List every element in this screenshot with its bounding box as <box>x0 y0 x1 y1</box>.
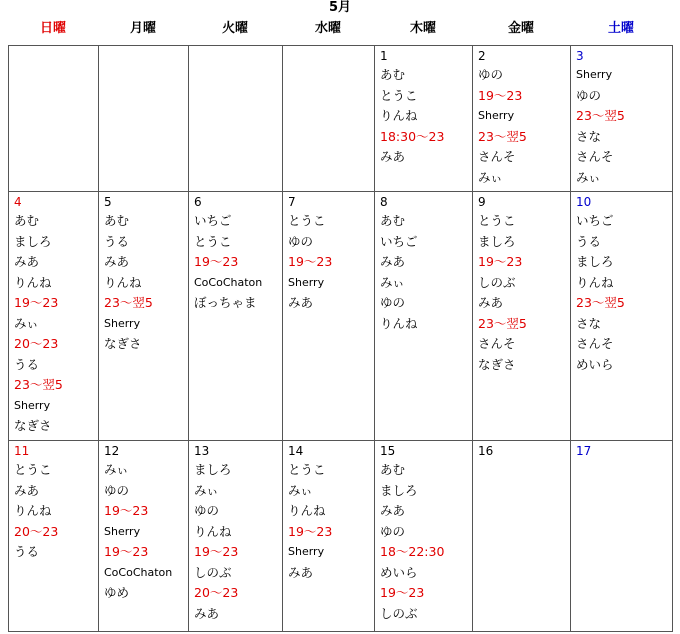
staff-name: さんそ <box>576 336 614 351</box>
time-slot: 19〜23 <box>104 544 149 559</box>
staff-name: ゆの <box>576 87 602 103</box>
time-slot: 23〜翌5 <box>478 128 527 144</box>
day-number: 5 <box>104 195 112 209</box>
time-slot: 19〜23 <box>194 544 239 559</box>
calendar-day-cell <box>375 441 473 632</box>
calendar-day-cell <box>571 441 673 632</box>
staff-name: みぃ <box>478 169 503 185</box>
staff-name: さんそ <box>478 149 516 164</box>
time-slot: 23〜翌5 <box>14 377 63 392</box>
staff-name: Sherry <box>14 398 51 412</box>
calendar-grid <box>8 45 673 632</box>
staff-name: みぃ <box>576 169 601 185</box>
staff-name: いちご <box>194 213 232 228</box>
staff-name: みあ <box>380 254 406 269</box>
staff-name: ゆの <box>478 67 504 82</box>
staff-name: あむ <box>14 213 40 228</box>
staff-name: みぃ <box>380 274 405 290</box>
time-slot: 19〜23 <box>288 254 333 269</box>
calendar-day-cell <box>99 192 189 441</box>
staff-name: しのぶ <box>380 605 418 621</box>
staff-name: なぎさ <box>478 356 516 372</box>
staff-name: うる <box>14 544 40 559</box>
staff-name: ゆの <box>104 482 130 498</box>
staff-name: みあ <box>14 482 40 498</box>
weekday-tuesday: 火曜 <box>221 21 248 36</box>
time-slot: 19〜23 <box>104 503 149 518</box>
staff-name: りんね <box>14 274 52 290</box>
time-slot: 23〜翌5 <box>104 295 153 310</box>
weekday-header-row <box>8 20 672 40</box>
staff-name: なぎさ <box>104 336 142 351</box>
staff-name: とうこ <box>288 213 326 228</box>
calendar-day-cell <box>375 192 473 441</box>
staff-name: りんね <box>576 274 614 290</box>
day-number: 6 <box>194 195 202 209</box>
staff-name: りんね <box>380 108 418 123</box>
staff-name: りんね <box>194 523 232 539</box>
staff-name: Sherry <box>288 545 325 558</box>
day-number: 4 <box>14 195 22 209</box>
staff-name: Sherry <box>288 275 325 289</box>
staff-name: CoCoChaton <box>194 275 263 289</box>
staff-name: ゆの <box>380 295 406 310</box>
staff-name: みあ <box>288 564 314 580</box>
staff-name: あむ <box>380 213 406 228</box>
staff-name: とうこ <box>478 213 516 228</box>
staff-name: あむ <box>380 462 406 477</box>
staff-name: うる <box>14 356 40 372</box>
staff-name: いちご <box>576 213 614 228</box>
time-slot: 20〜23 <box>14 336 59 351</box>
staff-name: みぃ <box>288 482 313 498</box>
day-number: 14 <box>288 444 304 458</box>
calendar-day-cell <box>9 192 99 441</box>
staff-name: ましろ <box>194 462 232 477</box>
time-slot: 20〜23 <box>14 523 59 539</box>
staff-name: みあ <box>288 295 314 310</box>
staff-name: めいら <box>380 564 418 580</box>
calendar-day-cell <box>571 46 673 192</box>
staff-name: みあ <box>380 503 406 518</box>
day-number: 1 <box>380 49 388 63</box>
staff-name: みあ <box>104 254 130 269</box>
staff-name: みあ <box>194 605 220 621</box>
staff-name: ゆの <box>194 503 220 518</box>
calendar-day-cell <box>283 192 375 441</box>
staff-name: しのぶ <box>194 564 232 580</box>
calendar-day-cell <box>9 441 99 632</box>
calendar-day-cell <box>473 192 571 441</box>
time-slot: 19〜23 <box>380 585 425 600</box>
weekday-monday: 月曜 <box>129 21 156 36</box>
calendar-day-cell <box>375 46 473 192</box>
staff-name: ましろ <box>576 254 614 269</box>
staff-name: ましろ <box>380 482 418 498</box>
staff-name: みぃ <box>104 462 129 477</box>
time-slot: 19〜23 <box>288 523 333 539</box>
day-number: 2 <box>478 49 486 63</box>
staff-name: さな <box>576 315 602 331</box>
staff-name: とうこ <box>288 462 326 477</box>
day-number: 8 <box>380 195 388 209</box>
calendar-day-cell <box>99 46 189 192</box>
calendar-day-cell <box>473 46 571 192</box>
staff-name: みぃ <box>194 482 219 498</box>
staff-name: いちご <box>380 233 418 249</box>
calendar-day-cell <box>473 441 571 632</box>
staff-name: Sherry <box>576 68 613 81</box>
weekday-thursday: 木曜 <box>409 21 436 36</box>
time-slot: 23〜翌5 <box>576 108 625 123</box>
weekday-sunday: 日曜 <box>39 21 66 36</box>
day-number: 15 <box>380 444 396 458</box>
staff-name: Sherry <box>104 524 141 538</box>
staff-name: さんそ <box>576 149 614 164</box>
calendar-day-cell <box>283 441 375 632</box>
staff-name: ましろ <box>478 233 516 249</box>
staff-name: みぃ <box>14 315 39 331</box>
calendar-day-cell <box>189 441 283 632</box>
day-number: 17 <box>576 444 592 458</box>
staff-name: ゆの <box>288 233 314 249</box>
calendar-day-cell <box>283 46 375 192</box>
time-slot: 19〜23 <box>194 254 239 269</box>
time-slot: 19〜23 <box>478 87 523 103</box>
calendar-week-row <box>9 46 673 192</box>
staff-name: とうこ <box>380 87 418 103</box>
calendar-day-cell <box>189 192 283 441</box>
day-number: 7 <box>288 195 296 209</box>
staff-name: みあ <box>380 149 406 164</box>
staff-name: りんね <box>380 315 418 331</box>
staff-name: りんね <box>14 503 52 518</box>
staff-name: ましろ <box>14 233 52 249</box>
staff-name: とうこ <box>14 462 52 477</box>
calendar-week-row <box>9 192 673 441</box>
staff-name: Sherry <box>478 109 515 122</box>
staff-name: さんそ <box>478 336 516 351</box>
month-title: 5月 <box>328 0 352 15</box>
staff-name: ゆの <box>380 523 406 539</box>
day-number: 12 <box>104 444 120 458</box>
staff-name: りんね <box>288 503 326 518</box>
weekday-saturday: 土曜 <box>607 21 634 36</box>
calendar-day-cell <box>99 441 189 632</box>
day-number: 11 <box>14 444 30 458</box>
staff-name: みあ <box>14 254 40 269</box>
staff-name: ぼっちゃま <box>194 295 257 310</box>
day-number: 3 <box>576 49 584 63</box>
staff-name: さな <box>576 128 602 144</box>
staff-name: りんね <box>104 274 142 290</box>
time-slot: 18〜22:30 <box>380 544 445 559</box>
staff-name: めいら <box>576 356 614 372</box>
day-number: 10 <box>576 195 592 209</box>
staff-name: うる <box>104 233 130 249</box>
time-slot: 23〜翌5 <box>576 295 625 310</box>
time-slot: 23〜翌5 <box>478 315 527 331</box>
staff-name: とうこ <box>194 233 232 249</box>
time-slot: 20〜23 <box>194 585 239 600</box>
day-number: 16 <box>478 444 494 458</box>
time-slot: 18:30〜23 <box>380 128 445 144</box>
staff-name: Sherry <box>104 316 141 330</box>
time-slot: 19〜23 <box>14 295 59 310</box>
weekday-wednesday: 水曜 <box>314 21 341 36</box>
staff-name: うる <box>576 233 602 249</box>
day-number: 9 <box>478 195 486 209</box>
staff-name: なぎさ <box>14 418 52 433</box>
staff-name: CoCoChaton <box>104 565 173 579</box>
staff-name: ゆめ <box>104 585 130 600</box>
day-number: 13 <box>194 444 210 458</box>
staff-name: あむ <box>104 213 130 228</box>
staff-name: しのぶ <box>478 274 516 290</box>
calendar-week-row <box>9 441 673 632</box>
calendar-day-cell <box>571 192 673 441</box>
staff-name: みあ <box>478 295 504 310</box>
time-slot: 19〜23 <box>478 254 523 269</box>
weekday-friday: 金曜 <box>507 21 534 36</box>
staff-name: あむ <box>380 67 406 82</box>
calendar-day-cell <box>9 46 99 192</box>
calendar-day-cell <box>189 46 283 192</box>
